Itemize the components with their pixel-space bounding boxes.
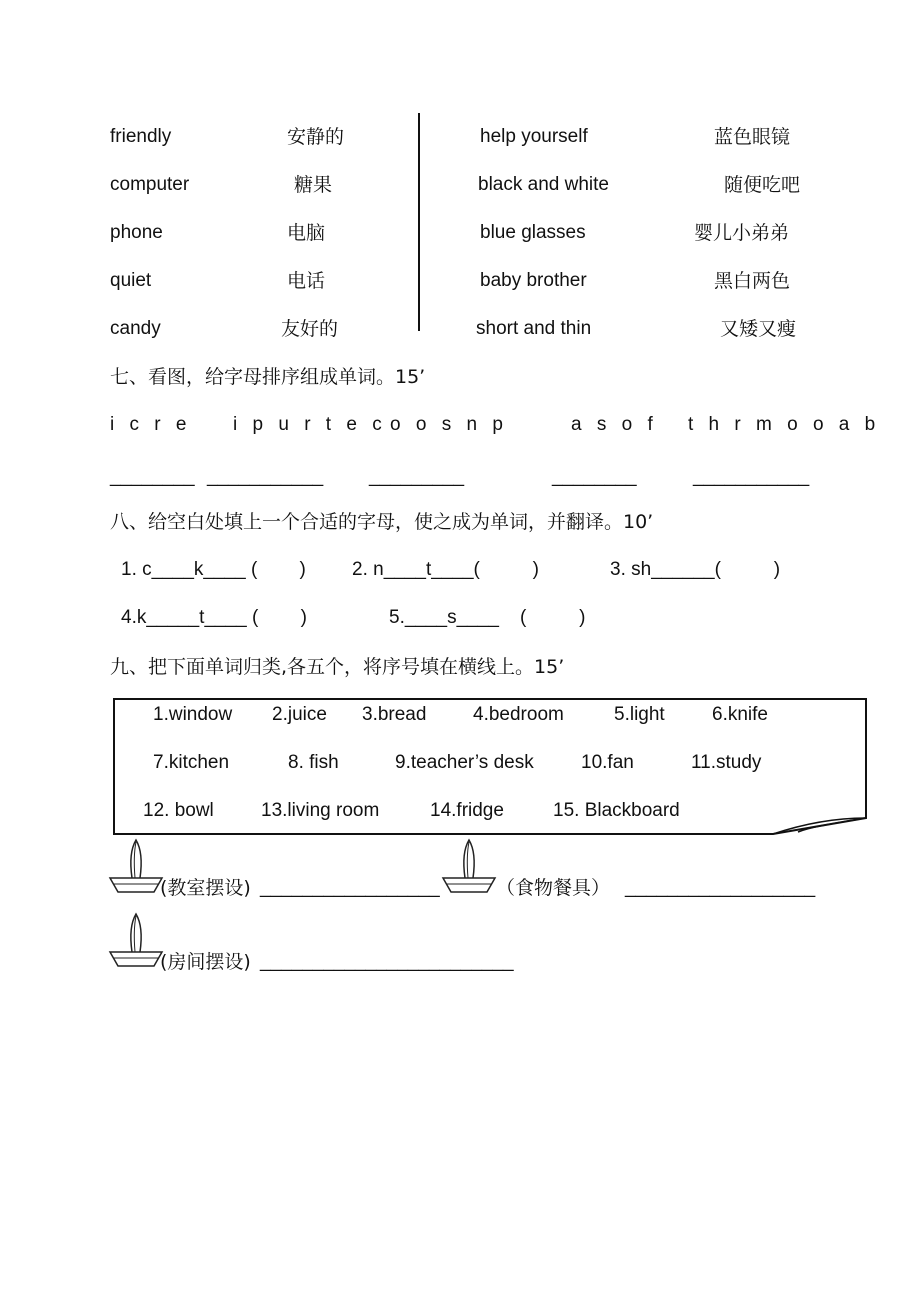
word-11: 11.study	[691, 752, 762, 773]
match-right-en-3: blue glasses	[480, 222, 586, 243]
match-left-en-1: friendly	[110, 126, 172, 147]
match-right-cn-5: 又矮又瘦	[720, 318, 797, 340]
fill-item-3[interactable]: 3. sh______( )	[610, 559, 781, 580]
section-9-heading: 九、把下面单词归类,各五个，将序号填在横线上。15’	[110, 656, 565, 678]
match-left-cn-2: 糖果	[294, 174, 333, 196]
scramble-5: t h r m o o a b	[688, 414, 881, 435]
category-3-line[interactable]: ________________________	[260, 951, 514, 972]
word-13: 13.living room	[261, 800, 380, 821]
scramble-2: i p u r t e c	[233, 414, 387, 435]
fill-item-2[interactable]: 2. n____t____( )	[352, 559, 539, 580]
answer-blank-4[interactable]: ________	[552, 466, 637, 487]
scramble-1: i c r e	[110, 414, 192, 435]
section-7-heading: 七、看图，给字母排序组成单词。15’	[110, 366, 426, 388]
match-right-cn-1: 蓝色眼镜	[714, 126, 791, 148]
category-3-label: (房间摆设)	[160, 951, 251, 973]
match-left-cn-4: 电话	[287, 270, 326, 292]
word-2: 2.juice	[272, 704, 327, 725]
scramble-4: a s o f	[571, 414, 658, 435]
column-divider	[418, 113, 420, 331]
category-1-label: (教室摆设)	[160, 877, 251, 899]
match-left-cn-5: 友好的	[281, 318, 339, 340]
answer-blank-1[interactable]: ________	[110, 466, 195, 487]
answer-blank-2[interactable]: ___________	[207, 466, 324, 487]
basket-icon	[441, 838, 497, 896]
scramble-3: o o s n p	[390, 414, 508, 435]
match-left-en-3: phone	[110, 222, 163, 243]
word-9: 9.teacher’s desk	[395, 752, 534, 773]
match-left-cn-1: 安静的	[287, 126, 345, 148]
fill-item-4[interactable]: 4.k_____t____ ( )	[121, 607, 307, 628]
basket-icon	[108, 912, 164, 970]
category-1-line[interactable]: _________________	[260, 877, 440, 898]
match-right-en-5: short and thin	[476, 318, 592, 339]
word-10: 10.fan	[581, 752, 634, 773]
match-right-en-4: baby brother	[480, 270, 587, 291]
match-left-en-4: quiet	[110, 270, 152, 291]
word-15: 15. Blackboard	[553, 800, 680, 821]
basket-icon	[108, 838, 164, 896]
section-8-heading: 八、给空白处填上一个合适的字母，使之成为单词，并翻译。10’	[110, 511, 654, 533]
category-2-label: （食物餐具）	[496, 877, 611, 899]
word-14: 14.fridge	[430, 800, 504, 821]
match-left-en-2: computer	[110, 174, 190, 195]
match-left-cn-3: 电脑	[287, 222, 326, 244]
word-12: 12. bowl	[143, 800, 214, 821]
word-5: 5.light	[614, 704, 665, 725]
word-7: 7.kitchen	[153, 752, 230, 773]
word-4: 4.bedroom	[473, 704, 564, 725]
word-1: 1.window	[153, 704, 233, 725]
match-right-en-2: black and white	[478, 174, 609, 195]
word-6: 6.knife	[712, 704, 768, 725]
match-right-cn-4: 黑白两色	[714, 270, 791, 292]
match-right-cn-2: 随便吃吧	[724, 174, 801, 196]
match-left-en-5: candy	[110, 318, 161, 339]
fill-item-1[interactable]: 1. c____k____ ( )	[121, 559, 306, 580]
fill-item-5[interactable]: 5.____s____ ( )	[389, 607, 586, 628]
category-2-line[interactable]: __________________	[625, 877, 816, 898]
answer-blank-3[interactable]: _________	[369, 466, 465, 487]
match-right-cn-3: 婴儿小弟弟	[694, 222, 790, 244]
word-3: 3.bread	[362, 704, 427, 725]
match-right-en-1: help yourself	[480, 126, 588, 147]
word-8: 8. fish	[288, 752, 339, 773]
answer-blank-5[interactable]: ___________	[693, 466, 810, 487]
